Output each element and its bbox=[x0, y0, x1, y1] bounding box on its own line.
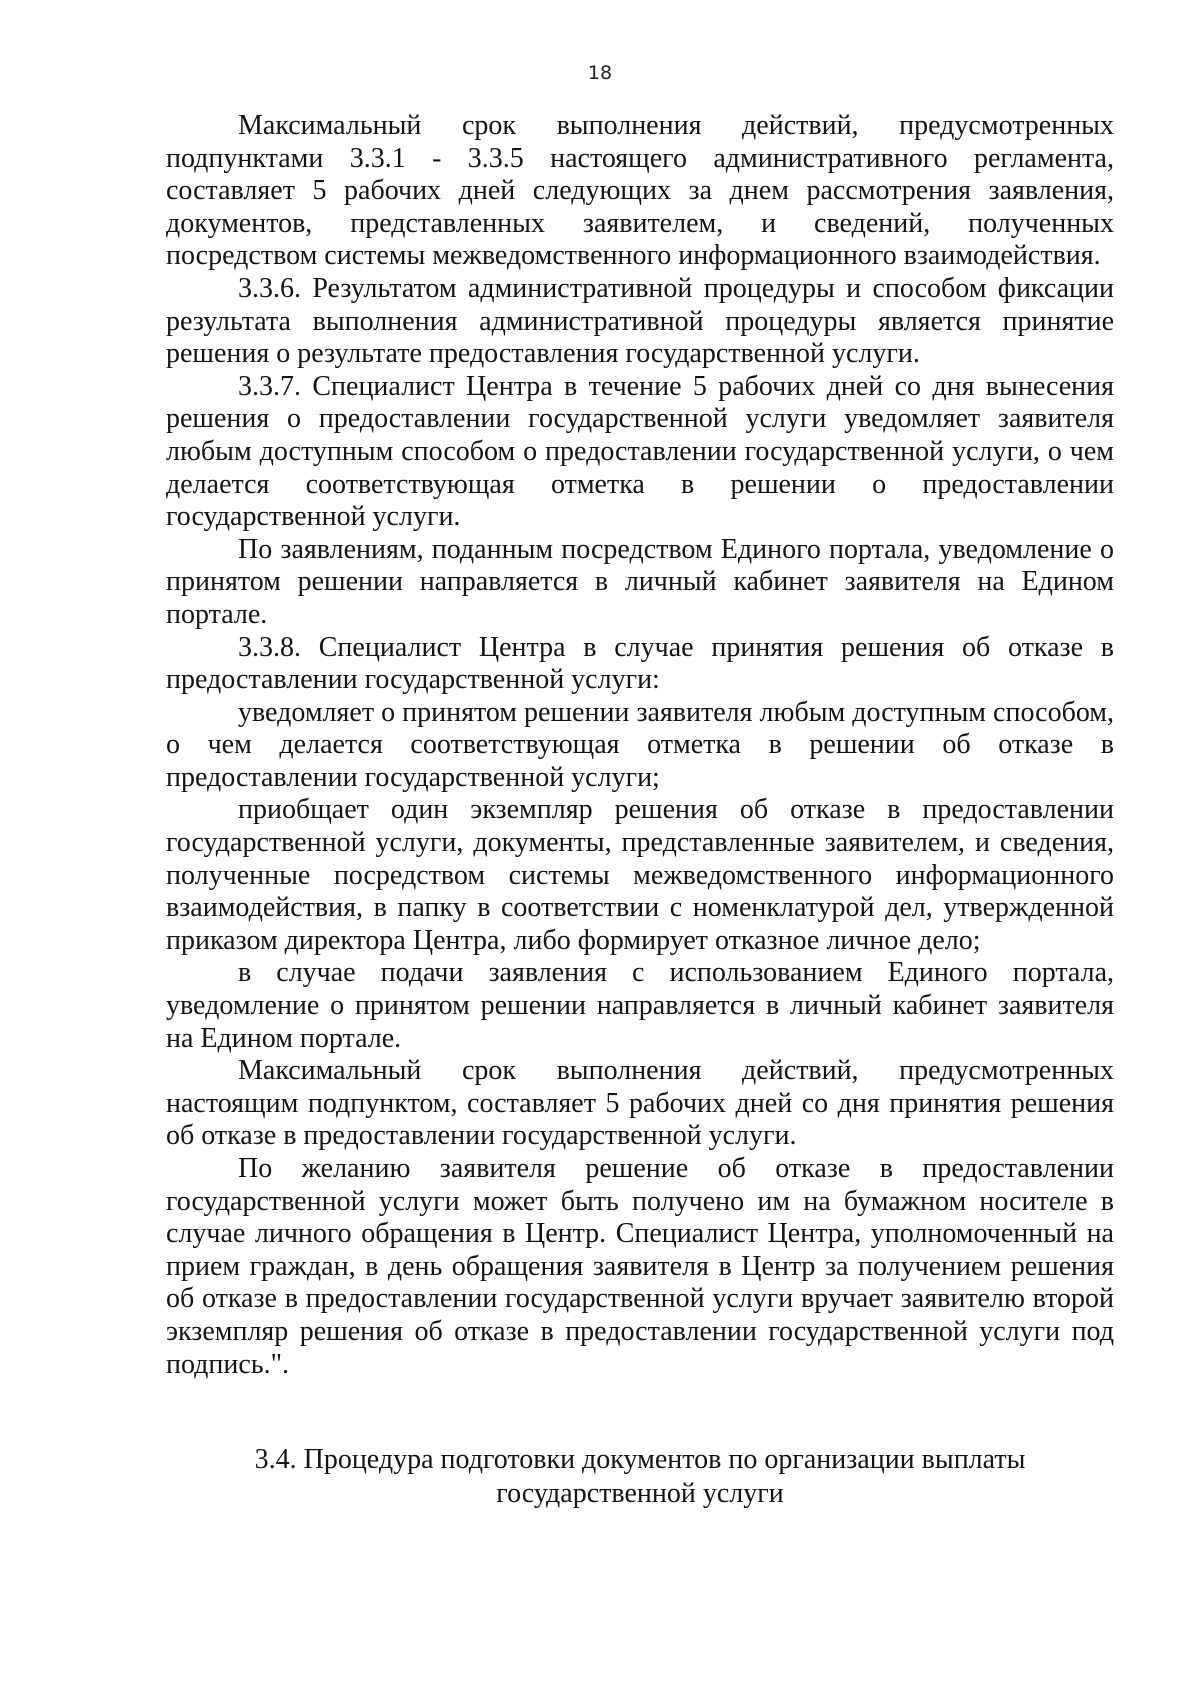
section-heading-line-1: 3.4. Процедура подготовки документов по организации выплаты bbox=[254, 1444, 1026, 1475]
paragraph-refusal-term: Максимальный срок выполнения действий, предусмотренных настоящим подпунктом, составляет 5 рабочих дней со дня принятия решения об отказе в предоставлении государственной услуги. bbox=[166, 1055, 1114, 1152]
paragraph-portal-notification: По заявлениям, поданным посредством Единого портала, уведомление о принятом решении направляется в личный кабинет заявителя на Едином портале. bbox=[166, 533, 1114, 630]
section-heading bbox=[180, 1443, 1100, 1511]
paragraph-3-3-7: 3.3.7. Специалист Центра в течение 5 рабочих дней со дня вынесения решения о предоставлении государственной услуги уведомляет заявителя любым доступным способом о предоставлении государственной услуги, о чем делается соответствующая отметка в решении о предоставлении государственной услуги. bbox=[166, 370, 1114, 533]
page-number: 18 bbox=[587, 62, 613, 84]
paragraph-3-3-8: 3.3.8. Специалист Центра в случае принятия решения об отказе в предоставлении государственной услуги: bbox=[166, 631, 1114, 696]
paragraph-file-refusal: приобщает один экземпляр решения об отказе в предоставлении государственной услуги, документы, представленные заявителем, и сведения, полученные посредством системы межведомственного информационного взаимодействия, в папку в соответствии с номенклатурой дел, утвержденной приказом директора Центра, либо формирует отказное личное дело; bbox=[166, 794, 1114, 956]
paragraph-notify-refusal: уведомляет о принятом решении заявителя любым доступным способом, о чем делается соответствующая отметка в решении об отказе в предоставлении государственной услуги; bbox=[166, 696, 1114, 793]
paragraph-max-term: Максимальный срок выполнения действий, предусмотренных подпунктами 3.3.1 - 3.3.5 настоящего административного регламента, составляет 5 рабочих дней следующих за днем рассмотрения заявления, документов, представленных заявителем, и сведений, полученных посредством системы межведомственного информационного взаимодействия. bbox=[166, 110, 1114, 272]
document-body bbox=[166, 110, 1114, 1381]
paragraph-3-3-6: 3.3.6. Результатом административной процедуры и способом фиксации результата выполнения административной процедуры является принятие решения о результате предоставления государственной услуги. bbox=[166, 272, 1114, 370]
paragraph-paper-refusal: По желанию заявителя решение об отказе в предоставлении государственной услуги может быть получено им на бумажном носителе в случае личного обращения в Центр. Специалист Центра, уполномоченный на прием граждан, в день обращения заявителя в Центр за получением решения об отказе в предоставлении государственной услуги вручает заявителю второй экземпляр решения об отказе в предоставлении государственной услуги под подпись.". bbox=[166, 1153, 1114, 1380]
paragraph-portal-refusal: в случае подачи заявления с использованием Единого портала, уведомление о принятом решении направляется в личный кабинет заявителя на Едином портале. bbox=[166, 957, 1114, 1054]
section-heading-line-2: государственной услуги bbox=[496, 1478, 784, 1509]
